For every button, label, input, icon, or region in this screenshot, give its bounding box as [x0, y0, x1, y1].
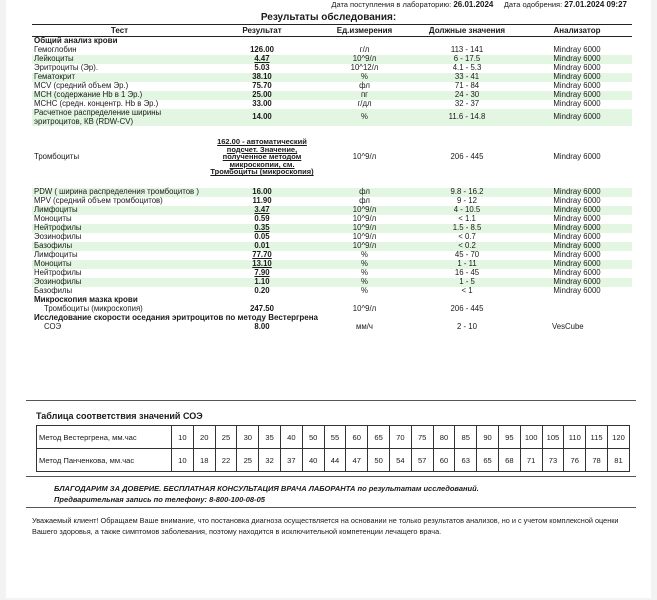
panchenkov-label: Метод Панченкова, мм.час [37, 449, 172, 472]
consultation-note: БЛАГОДАРИМ ЗА ДОВЕРИЕ. БЕСПЛАТНАЯ КОНСУЛЬТАЦИЯ ВРАЧА ЛАБОРАНТА по результатам исследований. [54, 484, 479, 493]
table-row: PDW ( ширина распределения тромбоцитов ) 16.00 фл 9.8 - 16.2 Mindray 6000 [32, 188, 632, 197]
received-label: Дата поступления в лабораторию: [331, 0, 452, 9]
col-test: Тест [32, 25, 207, 37]
westergren-label: Метод Вестергрена, мм.час [37, 426, 172, 449]
report-page [6, 0, 651, 598]
table-row: Эозинофилы 1.10 % 1 - 5 Mindray 6000 [32, 278, 632, 287]
approved-date: 27.01.2024 09:27 [564, 0, 627, 9]
table-row: Базофилы 0.01 10^9/л < 0.2 Mindray 6000 [32, 242, 632, 251]
section-cbc: Общий анализ крови [34, 36, 118, 46]
table-row: Гематокрит 38.10 % 33 - 41 Mindray 6000 [32, 73, 632, 82]
table-row: MCHC (средн. концентр. Hb в Эр.) 33.00 г/дл 32 - 37 Mindray 6000 [34, 99, 601, 109]
divider [26, 507, 636, 508]
panchenkov-row: Метод Панченкова, мм.час 10 18 22 25 32 37 40 44 47 50 54 57 60 63 65 68 71 73 76 78 81 [37, 449, 630, 472]
phone-note: Предварительная запись по телефону: 8-800-100-08-05 [54, 495, 265, 504]
esr-conversion-table [36, 425, 630, 472]
table-row: Нейтрофилы 7.90 % 16 - 45 Mindray 6000 [34, 268, 601, 278]
results-table [32, 24, 632, 332]
table-row: MPV (средний объем тромбоцитов) 11.90 фл 9 - 12 Mindray 6000 [34, 196, 601, 206]
approved-label: Дата одобрения: [503, 0, 563, 9]
table-row: Эозинофилы 0.05 10^9/л < 0.7 Mindray 6000 [34, 232, 601, 242]
section-esr: Исследование скорости оседания эритроцитов по методу Вестергрена [34, 313, 318, 323]
col-unit: Ед.измерения [317, 25, 412, 37]
table-row: Гемоглобин 126.00 г/л 113 - 141 Mindray 6000 [34, 45, 601, 55]
table-row: Лимфоциты 77.70 % 45 - 70 Mindray 6000 [34, 250, 601, 260]
table-row: Тромбоциты 162.00 - автоматический подсчет. Значение, полученное методом микроскопии, см. Тромбоциты (микроскопия) 10^9/л 206 - 445 Mindray 6000 [34, 137, 601, 177]
table-row: Эритроциты (Эр). 5.03 10^12/л 4.1 - 5.3 Mindray 6000 [34, 63, 601, 73]
table-row: MCH (содержание Hb в 1 Эр.) 25.00 пг 24 - 30 Mindray 6000 [32, 91, 632, 100]
report-title: Результаты обследования: [260, 12, 397, 23]
col-result: Результат [207, 25, 317, 37]
col-analyzer: Анализатор [522, 25, 632, 37]
table-row: Лимфоциты 3.47 10^9/л 4 - 10.5 Mindray 6000 [32, 206, 632, 215]
divider [26, 400, 636, 401]
esr-table-title: Таблица соответствия значений СОЭ [36, 411, 203, 421]
table-row: СОЭ 8.00 мм/ч 2 - 10 VesCube [44, 322, 584, 332]
table-row: Тромбоциты (микроскопия) 247.50 10^9/л 206 - 445 [44, 304, 484, 314]
disclaimer-note: Уважаемый клиент! Обращаем Ваше внимание, что постановка диагноза осуществляется на основании не только результатов анализов, но и с учетом комплексной оценки Вашего здоровья, а также симптомов заболевания, поэтому находится в исключительной компетенции лечащего врача. [32, 516, 619, 536]
westergren-row: Метод Вестергрена, мм.час 10 20 25 30 35 40 50 55 60 65 70 75 80 85 90 95 100 105 110 115 120 [37, 426, 630, 449]
report-dates [331, 0, 627, 9]
received-date: 26.01.2024 [453, 0, 494, 9]
table-header [32, 25, 632, 37]
section-microscopy: Микроскопия мазка крови [34, 295, 138, 305]
table-row: MCV (средний объем Эр.) 75.70 фл 71 - 84 Mindray 6000 [34, 81, 601, 91]
col-reference: Должные значения [412, 25, 522, 37]
table-row: Моноциты 0.59 10^9/л < 1.1 Mindray 6000 [34, 214, 601, 224]
table-row: Базофилы 0.20 % < 1 Mindray 6000 [34, 286, 601, 296]
table-row: Лейкоциты 4.47 10^9/л 6 - 17.5 Mindray 6000 [32, 55, 632, 64]
divider [26, 476, 636, 477]
table-row: Нейтрофилы 0.35 10^9/л 1.5 - 8.5 Mindray 6000 [32, 224, 632, 233]
table-row: Моноциты 13.10 % 1 - 11 Mindray 6000 [32, 260, 632, 269]
table-row: Расчетное распределение ширины эритроцитов, КВ (RDW-CV) 14.00 % 11.6 - 14.8 Mindray 6000 [32, 109, 632, 126]
